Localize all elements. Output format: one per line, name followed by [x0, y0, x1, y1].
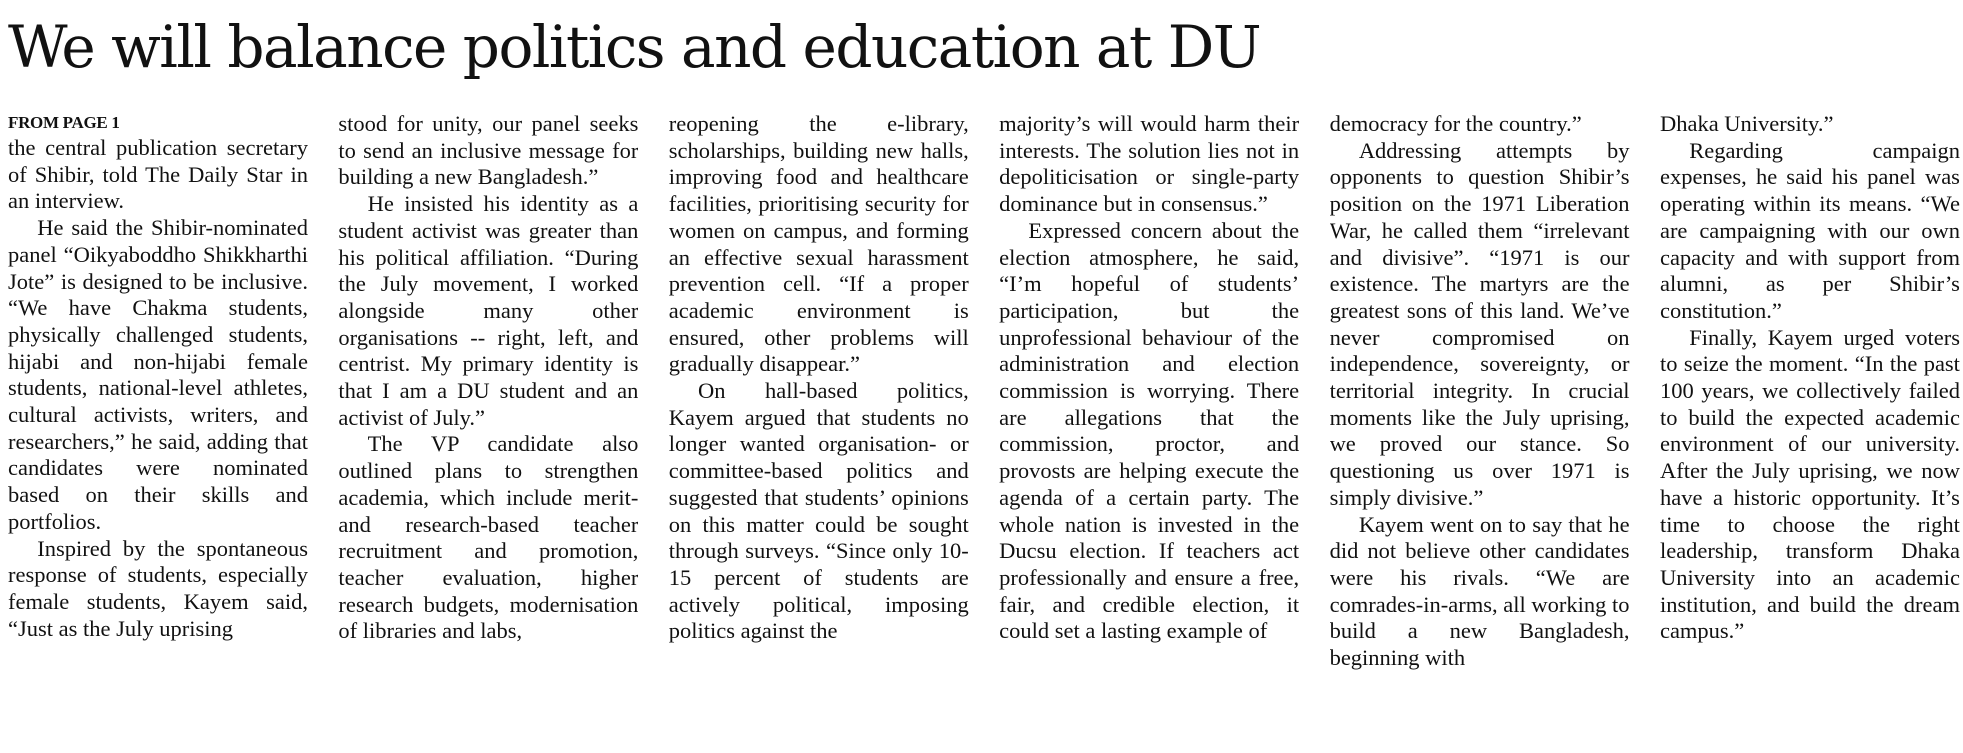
paragraph: democracy for the country.” [1329, 111, 1582, 136]
paragraph: stood for unity, our panel seeks to send an inclusive message for building a new Bangladesh.” [338, 111, 639, 190]
paragraph: Kayem went on to say that he did not believe other candidates were his rivals. “We are comrades-in-arms, all working to build a new Bangladesh, beginning with [1329, 511, 1630, 671]
paragraph: He insisted his identity as a student activist was greater than his political affiliation. “During the July movement, I worked alongside many other organisations -- right, left, and centrist. My primary identity is that I am a DU student and an activist of July.” [338, 191, 639, 430]
article-column-2 [338, 111, 638, 747]
paragraph: Inspired by the spontaneous response of students, especially female students, Kayem said, “Just as the July uprising [8, 535, 308, 641]
article-body [8, 111, 1960, 747]
paragraph: Addressing attempts by opponents to question Shibir’s position on the 1971 Liberation War, he called them “irrelevant and divisive”. “1971 is our existence. The martyrs are the greatest sons of this land. We’ve never compromised on independence, sovereignty, or territorial integrity. In crucial moments like the July uprising, we proved our stance. So questioning us over 1971 is simply divisive.” [1329, 137, 1630, 510]
article-column-3 [669, 111, 969, 747]
article-column-5 [1330, 111, 1630, 747]
paragraph: The VP candidate also outlined plans to strengthen academia, which include merit- and research-based teacher recruitment and promotion, teacher evaluation, higher research budgets, modernisation of libraries and labs, [338, 431, 639, 644]
paragraph: Expressed concern about the election atmosphere, he said, “I’m hopeful of students’ participation, but the unprofessional behaviour of the administration and election commission is worrying. There are allegations that the commission, proctor, and provosts are helping execute the agenda of a certain party. The whole nation is invested in the Ducsu election. If teachers act professionally and ensure a free, fair, and credible election, it could set a lasting example of [999, 217, 1300, 644]
article-column-1 [8, 111, 308, 747]
paragraph: On hall-based politics, Kayem argued that students no longer wanted organisation- or committee-based politics and suggested that students’ opinions on this matter could be sought through surveys. “Since only 10-15 percent of students are actively political, imposing politics against the [668, 378, 969, 644]
headline: We will balance politics and education at DU [8, 13, 1261, 81]
paragraph: reopening the e-library, scholarships, building new halls, improving food and healthcare facilities, prioritising security for women on campus, and forming an effective sexual harassment prevention cell. “If a proper academic environment is ensured, other problems will gradually disappear.” [668, 111, 969, 377]
paragraph: He said the Shibir-nominated panel “Oikyaboddho Shikkharthi Jote” is designed to be inclusive. “We have Chakma students, physically challenged students, hijabi and non-hijabi female students, national-level athletes, cultural activists, writers, and researchers,” he said, adding that candidates were nominated based on their skills and portfolios. [8, 215, 308, 534]
paragraph: Dhaka University.” [1659, 111, 1834, 136]
article-column-4 [999, 111, 1299, 747]
article-column-6 [1660, 111, 1960, 747]
paragraph: Finally, Kayem urged voters to seize the moment. “In the past 100 years, we collectively failed to build the expected academic environment of our university. After the July uprising, we now have a historic opportunity. It’s time to choose the right leadership, transform Dhaka University into an academic institution, and build the dream campus.” [1659, 324, 1960, 644]
continuation-kicker: FROM PAGE 1 [8, 113, 120, 132]
paragraph: Regarding campaign expenses, he said his panel was operating within its means. “We are campaigning with our own capacity and with support from alumni, as per Shibir’s constitution.” [1659, 137, 1960, 323]
paragraph: majority’s will would harm their interests. The solution lies not in depoliticisation or single-party dominance but in consensus.” [999, 111, 1300, 217]
paragraph: the central publication secretary of Shibir, told The Daily Star in an interview. [8, 135, 308, 214]
